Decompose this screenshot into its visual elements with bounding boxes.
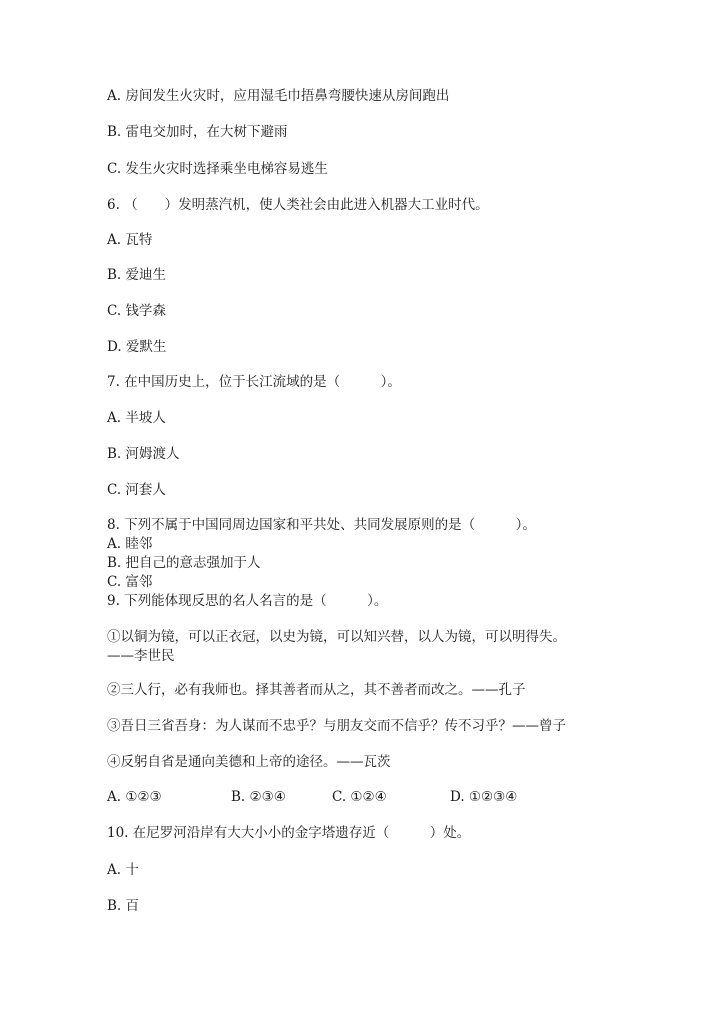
q5-option-c: C. 发生火灾时选择乘坐电梯容易逃生 <box>107 161 328 177</box>
q6-option-a: A. 瓦特 <box>107 232 153 248</box>
q6-option-d: D. 爱默生 <box>107 339 167 355</box>
q5-option-b: B. 雷电交加时，在大树下避雨 <box>107 124 288 140</box>
q6-option-b: B. 爱迪生 <box>107 267 167 283</box>
q6-option-c: C. 钱学森 <box>107 303 166 319</box>
q9-options-row <box>107 788 547 806</box>
q9-quote-1-line-1: ①以铜为镜，可以正衣冠，以史为镜，可以知兴替，以人为镜，可以明得失。 <box>107 629 566 645</box>
q6-stem: 6. （ ）发明蒸汽机，使人类社会由此进入机器大工业时代。 <box>107 197 489 213</box>
q8-option-b: B. 把自己的意志强加于人 <box>107 555 261 571</box>
q10-stem: 10. 在尼罗河沿岸有大大小小的金字塔遗存近（ ）处。 <box>107 825 471 841</box>
q8-option-a: A. 睦邻 <box>107 536 153 552</box>
q9-option-d: D. ①②③④ <box>450 789 518 805</box>
q9-quote-4: ④反躬自省是通向美德和上帝的途径。——瓦茨 <box>107 754 391 770</box>
q9-quote-3: ③吾日三省吾身：为人谋而不忠乎？与朋友交而不信乎？传不习乎？——曾子 <box>107 718 566 734</box>
q9-option-a: A. ①②③ <box>107 789 162 805</box>
q9-option-b: B. ②③④ <box>231 789 286 805</box>
q10-option-a: A. 十 <box>107 862 139 878</box>
q9-quote-2: ②三人行，必有我师也。择其善者而从之，其不善者而改之。——孔子 <box>107 682 526 698</box>
q9-stem: 9. 下列能体现反思的名人名言的是（ ）。 <box>107 593 388 609</box>
q5-option-a: A. 房间发生火灾时，应用湿毛巾捂鼻弯腰快速从房间跑出 <box>107 88 450 104</box>
q9-option-c: C. ①②④ <box>332 789 387 805</box>
q7-option-c: C. 河套人 <box>107 482 166 498</box>
q7-option-b: B. 河姆渡人 <box>107 446 180 462</box>
q9-quote-1-line-2: ——李世民 <box>107 648 175 664</box>
q8-stem: 8. 下列不属于中国同周边国家和平共处、共同发展原则的是（ ）。 <box>107 517 536 533</box>
q10-option-b: B. 百 <box>107 898 140 914</box>
q8-option-c: C. 富邻 <box>107 574 153 590</box>
q7-stem: 7. 在中国历史上，位于长江流域的是（ ）。 <box>107 374 401 390</box>
q7-option-a: A. 半坡人 <box>107 410 166 426</box>
